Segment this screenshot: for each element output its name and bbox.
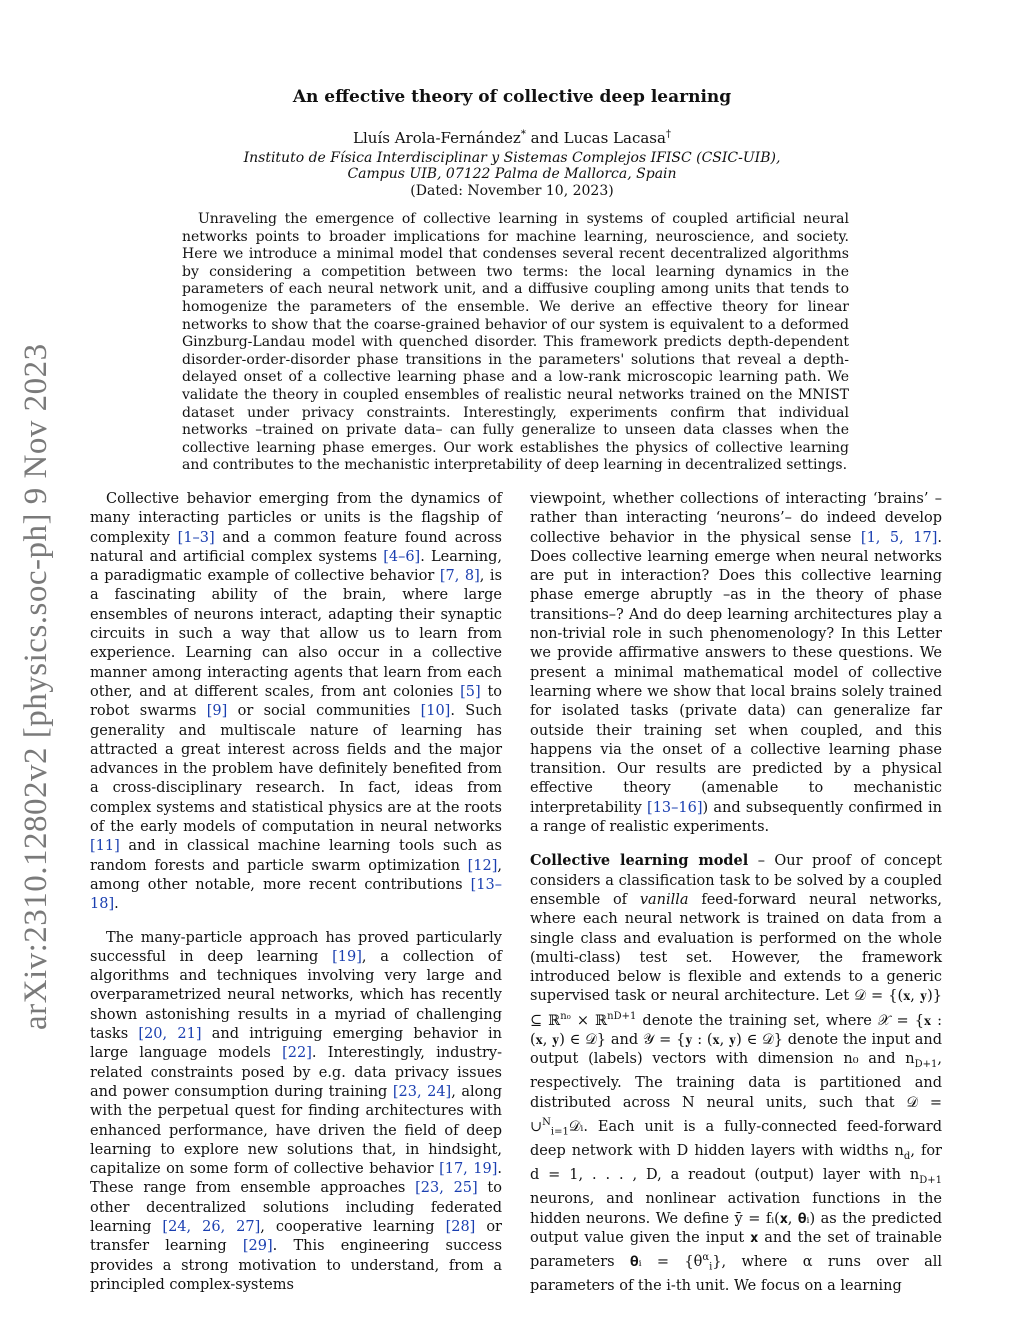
text-run: . Interestingly, industry-related constraints posed by e.g. data privacy issues and power consumption during training [90,1045,502,1100]
text-run: , for d = 1, . . . , D, a readout (output) layer with n [530,1142,942,1184]
text-run: , among other notable, more recent contributions [90,857,502,893]
citation-link[interactable]: [13–16] [647,799,703,816]
citation-link[interactable]: [22] [282,1045,312,1062]
left-column [90,490,502,1309]
author-footnote-mark[interactable]: * [520,129,526,140]
math-superscript: N [542,1116,551,1128]
text-run: . [114,896,119,913]
text-run: × ℝ [570,1012,608,1029]
author-conjunction: and [530,129,559,147]
right-column [530,490,942,1311]
citation-link[interactable]: [19] [332,948,362,965]
text-run: }, where α runs over all parameters of the i-th unit. We focus on a learning [530,1254,943,1295]
math-superscript: n₀ [560,1010,571,1022]
citation-link[interactable]: [12] [467,857,498,874]
citation-link[interactable]: [23, 24] [392,1083,452,1100]
paper-title: An effective theory of collective deep learning [292,87,732,107]
citation-link[interactable]: [7, 8] [439,568,480,585]
text-run: ) and subsequently confirmed in a range of realistic experiments. [530,799,942,836]
citation-link[interactable]: [29] [242,1238,273,1255]
citation-link[interactable]: [17, 19] [439,1161,498,1178]
citation-link[interactable]: [23, 25] [415,1180,478,1197]
arxiv-side-stamp: arXiv:2310.12802v2 [physics.soc-ph] 9 Nov 2023 [18,343,54,1030]
text-run: – Our proof of concept considers a classification task to be solved by a coupled ensemble of [530,853,942,908]
citation-link[interactable]: [1, 5, 17] [860,529,938,546]
paragraph [530,490,942,837]
text-run: . Does collective learning emerge when neural networks are put in interaction? Does this collective learning phase emerge abruptly –as in the theory of phase transitions–? And do deep learning architectures play a non-trivial role in such phenomenology? In this Letter we provide affirmative answers to these questions. We present a minimal mathematical model of collective learning where we show that local brains solely trained for isolated tasks (private data) can generalize far outside their training set when coupled, and this happens via the onset of a collective learning phase transition. Our results are predicted by a physical effective theory (amenable to mechanistic interpretability [530,529,942,816]
paragraph [90,929,502,1296]
citation-link[interactable]: [24, 26, 27] [162,1218,261,1235]
author-name: Lluís Arola-Fernández [353,129,521,147]
text-run: , respectively. The training data is partitioned and distributed across N neural units, such that 𝒟 = ∪ [530,1051,942,1135]
text-run: . Learning, a paradigmatic example of collective behavior [90,548,502,585]
italic-run: vanilla [639,891,689,908]
citation-link[interactable]: [4–6] [383,548,421,565]
citation-link[interactable]: [28] [445,1218,476,1235]
math-superscript: nD+1 [607,1010,637,1022]
date-line: (Dated: November 10, 2023) [410,183,614,199]
math-superscript: α [702,1252,710,1264]
citation-link[interactable]: [13–18] [90,876,502,913]
text-run: , a collection of algorithms and techniques involving very large and overparametrized neural networks, which has recently shown astonishing results in a myriad of challenging tasks [90,948,502,1043]
text-run: to other decentralized solutions including federated learning [90,1180,502,1235]
affiliation-line: Instituto de Física Interdisciplinar y Sistemas Complejos IFISC (CSIC-UIB), [243,150,781,166]
text-run: viewpoint, whether collections of interacting ‘brains’ – rather than interacting ‘neurons’– do indeed develop collective behavior in the physical sense [530,491,942,546]
text-run: , is a fascinating ability of the brain, where large ensembles of neurons interact, adapting their synaptic circuits in such a way that allow us to learn from experience. Learning can also occur in a collective manner among interacting agents that learn from each other, and at different scales, from ant colonies [90,568,503,700]
citation-link[interactable]: [10] [420,703,451,720]
text-run: , cooperative learning [260,1218,446,1235]
math-subscript: i [709,1261,713,1273]
affiliation-line: Campus UIB, 07122 Palma de Mallorca, Spain [347,166,677,182]
math-subscript: D+1 [914,1059,938,1071]
author-line [0,129,1024,147]
text-run: to robot swarms [90,683,503,720]
text-run: , along with the perpetual quest for finding architectures with enhanced performance, have driven the field of deep learning to explore new solutions that, in hindsight, capitalize on some form of collective behavior [90,1083,502,1178]
text-run: The many-particle approach has proved particularly successful in deep learning [90,929,502,965]
text-run: Collective behavior emerging from the dynamics of many interacting particles or units is the flagship of complexity [90,491,502,546]
math-subscript: D+1 [919,1175,942,1187]
text-run: and a common feature found across natural and artificial complex systems [90,529,503,565]
text-run: 𝒟ᵢ. Each unit is a fully-connected feed-forward deep network with D hidden layers with widths n [530,1118,942,1159]
math-subscript: i=1 [550,1126,569,1138]
text-run: denote the training set, where 𝒳 = {𝐱 : (𝐱, 𝐲) ∈ 𝒟} and 𝒴 = {𝐲 : (𝐱, 𝐲) ∈ 𝒟} denote the input and output (labels) vectors with dimension n₀ and n [530,1012,942,1068]
text-run: and intriguing emerging behavior in large language models [90,1026,503,1062]
text-run: and in classical machine learning tools such as random forests and particle swarm optimization [90,838,502,874]
citation-link[interactable]: [1–3] [177,529,215,546]
author-footnote-mark[interactable]: † [665,129,671,140]
paragraph [90,490,502,915]
citation-link[interactable]: [9] [206,703,228,720]
section-heading: Collective learning model [530,852,749,870]
citation-link[interactable]: [11] [90,838,120,855]
math-subscript: d [903,1150,911,1162]
text-run: . Such generality and multiscale nature of learning has attracted a great interest across fields and the major advances in the problem have definitely benefited from a cross-disciplinary research. In fact, ideas from complex systems and statistical physics are at the roots of the early models of computation in neural networks [90,703,502,836]
citation-link[interactable]: [20, 21] [138,1026,202,1043]
text-run: or transfer learning [90,1218,502,1255]
text-run: neurons, and nonlinear activation functions in the hidden neurons. We define ȳ = fᵢ(𝐱, 𝛉ᵢ) as the predicted output value given the input 𝐱 and the set of trainable parameters 𝛉ᵢ = {θ [530,1191,942,1271]
abstract: Unraveling the emergence of collective learning in systems of coupled artificial neural networks points to broader implications for machine learning, neuroscience, and society. Here we introduce a minimal model that condenses several recent decentralized algorithms by considering a competition between two terms: the local learning dynamics in the parameters of each neural network unit, and a diffusive coupling among units that tends to homogenize the parameters of the ensemble. We derive an effective theory for linear networks to show that the coarse-grained behavior of our system is equivalent to a deformed Ginzburg-Landau model with quenched disorder. This framework predicts depth-dependent disorder-order-disorder phase transitions in the parameters' solutions that reveal a depth-delayed onset of a collective learning phase and a low-rank microscopic learning path. We validate the theory in coupled ensembles of realistic neural networks trained on the MNIST dataset under privacy constraints. Interestingly, experiments confirm that individual networks –trained on private data– can fully generalize to unseen data classes when the collective learning phase emerges. Our work establishes the physics of collective learning and contributes to the mechanistic interpretability of deep learning in decentralized settings. [182,211,849,474]
text-run: . This engineering success provides a strong motivation to understand, from a principled complex-systems [90,1238,503,1293]
text-run: feed-forward neural networks, where each neural network is trained on data from a single class and evaluation is performed on the whole (multi-class) test set. However, the framework introduced below is flexible and extends to a generic supervised task or neural architecture. Let 𝒟 = {(𝐱, 𝐲)} ⊆ ℝ [530,891,942,1029]
paragraph [530,851,942,1296]
citation-link[interactable]: [5] [460,683,481,700]
author-name: Lucas Lacasa [563,129,666,147]
text-run: . These range from ensemble approaches [90,1161,503,1197]
text-run: or social communities [227,703,421,720]
